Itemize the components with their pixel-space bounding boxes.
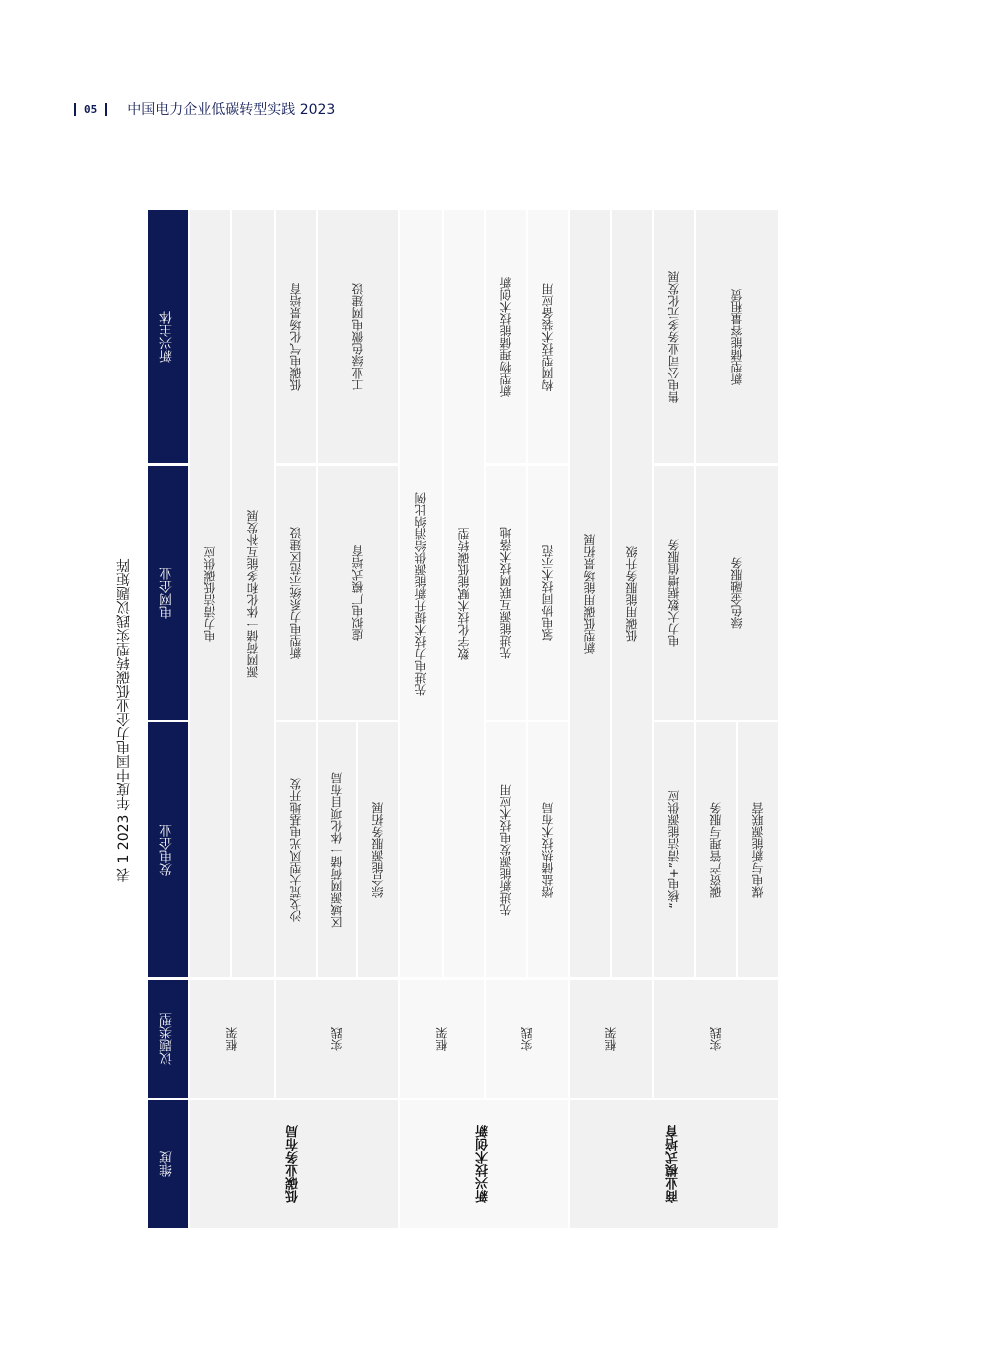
emerging-practice-cell: 工业绿色微电网建设 bbox=[318, 210, 398, 463]
grid-practice-cell: 先进能源互联网技术落地 bbox=[486, 466, 526, 720]
dimension-cell: 新兴技术创新 bbox=[400, 1100, 568, 1228]
grid-practice-cell: 电力大数据增值服务 bbox=[654, 466, 694, 720]
framework-topic-cell: 电力清洁低碳供应 bbox=[190, 210, 230, 977]
generation-practice-cell: 综合能源服务拓展 bbox=[358, 722, 398, 977]
topic-type-cell: 框架 bbox=[400, 980, 484, 1098]
generation-practice-cell: 区域源网荷储一体化项目布局 bbox=[318, 722, 356, 977]
topic-type-cell: 实践 bbox=[486, 980, 568, 1098]
generation-practice-cell: “核电+”清洁能源供应 bbox=[654, 722, 694, 977]
framework-topic-cell: 源网荷储一体化和多能互补发展 bbox=[232, 210, 274, 977]
grid-practice-cell: 绿色金融服务 bbox=[696, 466, 778, 720]
header-bar-left bbox=[74, 103, 76, 116]
running-header bbox=[74, 97, 335, 121]
generation-practice-cell: 碳资产管理与服务 bbox=[696, 722, 736, 977]
framework-topic-cell: 新型低碳用能场景拓展 bbox=[570, 210, 610, 977]
col-header-dimension: 维度 bbox=[148, 1100, 188, 1228]
framework-topic-cell: 数字化技术赋能低碳转型 bbox=[444, 210, 484, 977]
col-header-topic-type: 议题类型 bbox=[148, 980, 188, 1098]
generation-practice-cell: 煤电与新能源联营 bbox=[738, 722, 778, 977]
emerging-practice-cell: 新型储能容量租赁 bbox=[696, 210, 778, 463]
col-header-emerging: 新兴主体 bbox=[148, 210, 188, 463]
emerging-practice-cell: 新型物理储能技术创新 bbox=[486, 210, 526, 463]
col-header-grid: 电网企业 bbox=[148, 466, 188, 720]
emerging-practice-cell: 低碳电气化场景培育 bbox=[276, 210, 316, 463]
topic-type-cell: 框架 bbox=[190, 980, 274, 1098]
generation-practice-cell: 先进新能源发电技术应用 bbox=[486, 722, 526, 977]
generation-practice-cell: 熔盐储热技术布局 bbox=[528, 722, 568, 977]
dimension-cell: 低碳业务布局 bbox=[190, 1100, 398, 1228]
emerging-practice-cell: 构网型技术装备应用 bbox=[528, 210, 568, 463]
grid-practice-cell: 虚拟电厂模式培育 bbox=[318, 466, 398, 720]
topic-type-cell: 实践 bbox=[276, 980, 398, 1098]
col-header-generation: 发电企业 bbox=[148, 722, 188, 977]
dimension-cell: 商业模式培育 bbox=[570, 1100, 778, 1228]
table-caption: 表 1 2023 年度中国电力企业低碳转型实践议题矩阵 bbox=[116, 558, 132, 882]
framework-topic-cell: 先进电力技术提升新能源供给消纳比例 bbox=[400, 210, 442, 977]
grid-practice-cell: 氢电协同技术示范 bbox=[528, 466, 568, 720]
topic-type-cell: 实践 bbox=[654, 980, 778, 1098]
page-number: 05 bbox=[84, 102, 98, 116]
grid-practice-cell: 新型电力系统示范区建设 bbox=[276, 466, 316, 720]
running-title: 中国电力企业低碳转型实践 2023 bbox=[127, 102, 336, 118]
emerging-practice-cell: 售电公司业务多元化发展 bbox=[654, 210, 694, 463]
generation-practice-cell: 沙戈荒大型风光电基地开发 bbox=[276, 722, 316, 977]
header-bar-right bbox=[105, 103, 107, 116]
topic-type-cell: 框架 bbox=[570, 980, 652, 1098]
framework-topic-cell: 低碳用能服务升级 bbox=[612, 210, 652, 977]
